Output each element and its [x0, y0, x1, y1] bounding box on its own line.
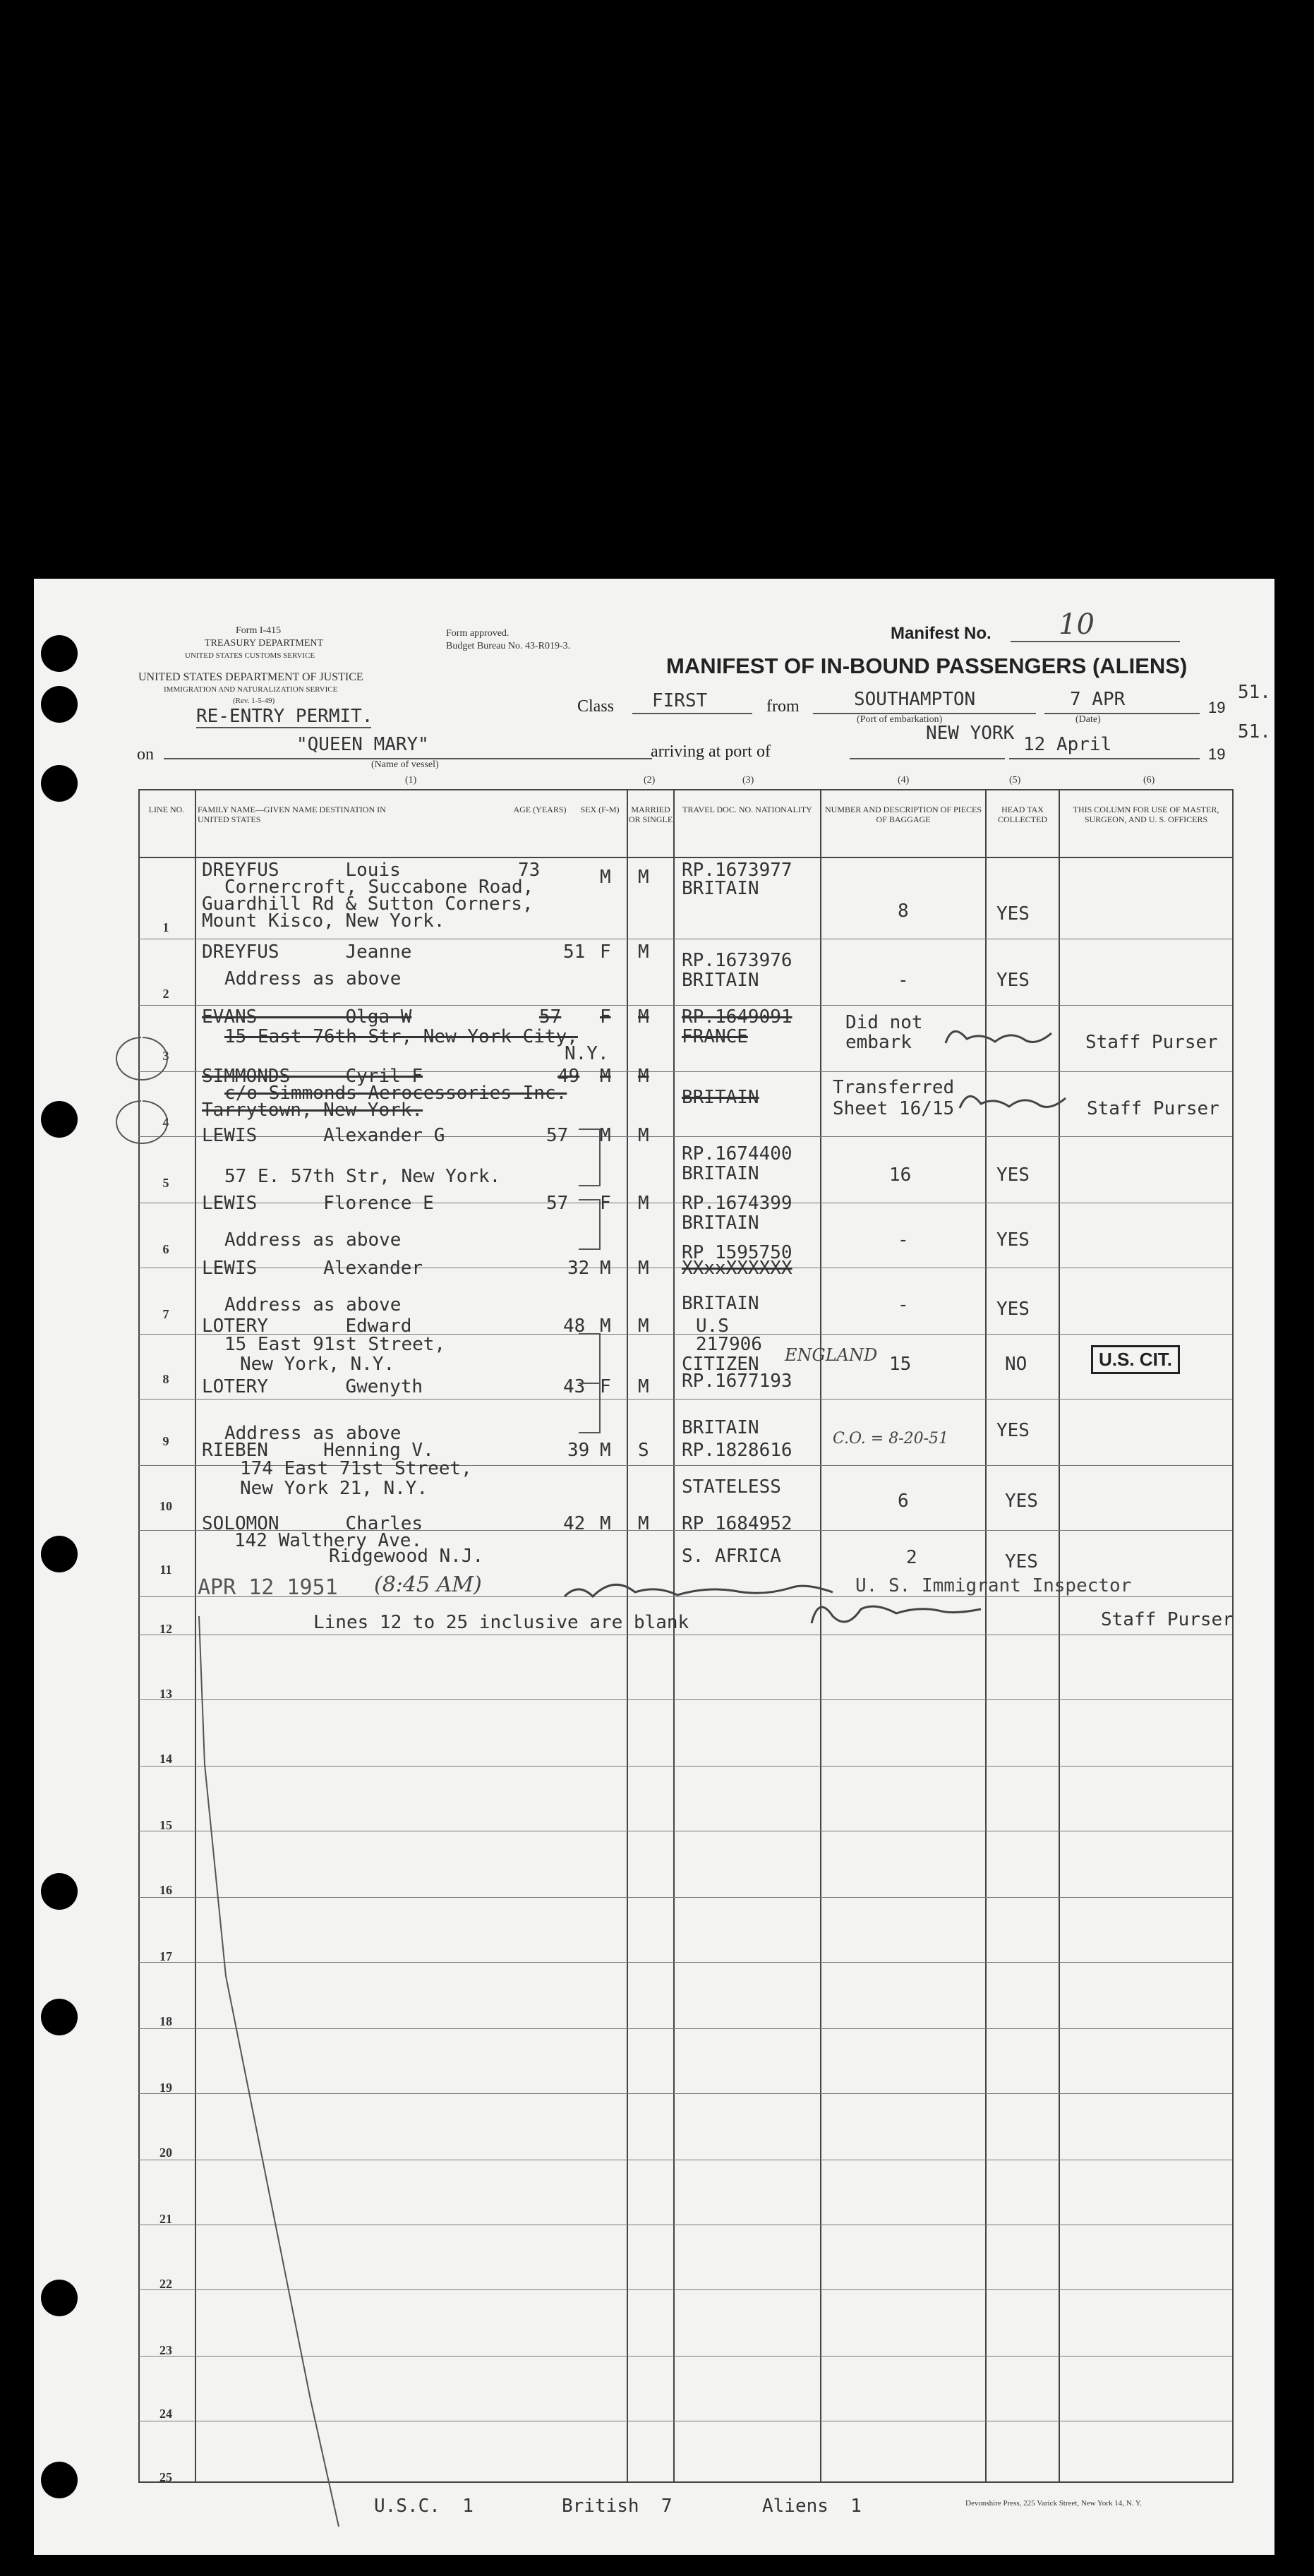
passenger-marital: M	[638, 1316, 649, 1337]
col-number: (4)	[898, 775, 910, 786]
form-approved: Form approved.	[446, 628, 510, 639]
punch-hole	[41, 1101, 78, 1138]
passenger-address: Ridgewood N.J.	[329, 1546, 484, 1567]
ins-service: IMMIGRATION AND NATURALIZATION SERVICE	[164, 685, 338, 694]
passenger-marital: M	[638, 1006, 649, 1028]
col-divider	[1232, 789, 1234, 2483]
line-number: 14	[159, 1752, 172, 1766]
passenger-name: LOTERY Gwenyth	[202, 1376, 423, 1397]
line-number: 8	[162, 1372, 169, 1386]
baggage: 6	[898, 1491, 909, 1512]
nationality: BRITAIN	[682, 1417, 759, 1438]
justice-dept: UNITED STATES DEPARTMENT OF JUSTICE	[138, 671, 363, 683]
travel-doc: RP.1677193	[682, 1371, 792, 1392]
footer-british-count: British 7	[562, 2496, 673, 2517]
passenger-age: 51	[563, 941, 586, 963]
line-number: 24	[159, 2407, 172, 2421]
line-number: 2	[162, 987, 169, 1001]
nationality: BRITAIN	[682, 970, 759, 991]
passenger-address: Address as above	[224, 1294, 402, 1316]
line-number: 25	[159, 2470, 172, 2484]
staff-purser-label: Staff Purser	[1101, 1609, 1234, 1630]
passenger-age: 73	[518, 860, 541, 881]
passenger-age: 48	[563, 1316, 586, 1337]
passenger-name: SOLOMON Charles	[202, 1513, 423, 1534]
passenger-address: New York 21, N.Y.	[240, 1478, 428, 1499]
from-label: from	[766, 697, 800, 716]
col-divider	[820, 789, 821, 2483]
passenger-address: Address as above	[224, 1423, 402, 1444]
manifest-no-value: 10	[1059, 608, 1095, 641]
punch-hole	[41, 1873, 78, 1910]
passenger-address: Address as above	[224, 1229, 402, 1251]
arrival-time-stamp: (8:45 AM)	[374, 1572, 482, 1597]
passenger-age: 57	[546, 1125, 569, 1146]
travel-doc: RP.1649091	[682, 1006, 792, 1028]
nationality: S. AFRICA	[682, 1546, 781, 1567]
line-number: 11	[159, 1563, 172, 1577]
baggage: -	[898, 970, 909, 991]
line-number: 10	[159, 1499, 172, 1513]
passenger-marital: M	[638, 1513, 649, 1534]
passenger-address: c/o Simmonds Aerocessories Inc.	[224, 1083, 567, 1104]
col-number: (1)	[405, 775, 417, 786]
baggage: -	[898, 1294, 909, 1316]
form-revision: (Rev. 1-5-49)	[233, 697, 275, 705]
on-label: on	[137, 745, 154, 764]
header-travel-doc: TRAVEL DOC. NO. NATIONALITY	[682, 805, 812, 814]
row-divider	[138, 1897, 1232, 1898]
passenger-address: N.Y.	[565, 1043, 609, 1064]
class-value: FIRST	[652, 690, 708, 711]
passenger-sex: M	[600, 867, 611, 888]
nationality: BRITAIN	[682, 1087, 759, 1108]
passenger-address: 15 East 91st Street,	[224, 1334, 446, 1355]
line-number: 6	[162, 1242, 169, 1256]
re-entry-permit: RE-ENTRY PERMIT.	[196, 706, 373, 727]
port-embark-label: (Port of embarkation)	[857, 714, 943, 725]
row-divider	[138, 2028, 1232, 2029]
line-number: 13	[159, 1687, 172, 1701]
header-line-no: LINE NO.	[148, 805, 185, 814]
form-number: Form I-415	[236, 625, 282, 636]
passenger-sex: M	[600, 1258, 611, 1279]
budget-bureau: Budget Bureau No. 43-R019-3.	[446, 641, 571, 651]
passenger-sex: F	[600, 1376, 611, 1397]
nationality: CITIZEN	[682, 1354, 759, 1375]
travel-doc: RP.1674399	[682, 1193, 792, 1214]
punch-hole	[41, 1536, 78, 1572]
travel-doc: RP.1828616	[682, 1440, 792, 1461]
passenger-age: 32	[567, 1258, 590, 1279]
vessel-label: (Name of vessel)	[371, 759, 439, 770]
passenger-address: New York, N.Y.	[240, 1354, 395, 1375]
col-number: (6)	[1143, 775, 1155, 786]
row-divider	[138, 1399, 1232, 1400]
passenger-name: DREYFUS Louis	[202, 860, 401, 881]
line-number: 16	[159, 1883, 172, 1897]
date-underline	[1044, 713, 1200, 714]
passenger-marital: M	[638, 1125, 649, 1146]
manifest-title: MANIFEST OF IN-BOUND PASSENGERS (ALIENS)	[666, 654, 1188, 678]
treasury-dept: TREASURY DEPARTMENT	[205, 638, 324, 649]
passenger-address: Address as above	[224, 968, 402, 989]
passenger-marital: M	[638, 1193, 649, 1214]
col-divider	[627, 789, 628, 2483]
travel-doc: RP.1674400	[682, 1143, 792, 1164]
date-label: (Date)	[1075, 714, 1101, 725]
passenger-sex: M	[600, 1440, 611, 1461]
baggage: 8	[898, 901, 909, 922]
line-number: 20	[159, 2145, 172, 2160]
header-name: FAMILY NAME—GIVEN NAME DESTINATION IN UNITED STATES	[198, 805, 386, 824]
passenger-address: Guardhill Rd & Sutton Corners,	[202, 893, 534, 915]
footer-usc-count: U.S.C. 1	[374, 2496, 474, 2517]
row-divider	[138, 1766, 1232, 1767]
arrival-port: NEW YORK	[926, 723, 1015, 744]
manifest-no-label: Manifest No.	[891, 624, 991, 643]
passenger-age: 57	[539, 1006, 562, 1028]
departure-year: 51.	[1238, 682, 1271, 703]
punch-hole	[41, 765, 78, 802]
passenger-address: Tarrytown, New York.	[202, 1100, 423, 1121]
customs-service: UNITED STATES CUSTOMS SERVICE	[185, 651, 315, 660]
permit-underline	[196, 727, 371, 728]
footer-printer: Devonshire Press, 225 Varick Street, New York 14, N. Y.	[965, 2499, 1143, 2508]
arrival-year-prefix: 19	[1208, 745, 1226, 763]
col-divider	[673, 789, 675, 2483]
head-tax: YES	[1005, 1551, 1038, 1572]
baggage-note: Transferred	[833, 1077, 955, 1098]
footer-aliens-count: Aliens 1	[762, 2496, 862, 2517]
travel-doc: RP 1684952	[682, 1513, 792, 1534]
passenger-marital: M	[638, 941, 649, 963]
baggage-note: Did not	[845, 1012, 923, 1033]
line-number: 12	[159, 1622, 172, 1636]
passenger-sex: F	[600, 1193, 611, 1214]
head-tax: YES	[996, 1420, 1030, 1441]
line-number: 21	[159, 2212, 172, 2226]
passenger-address: Mount Kisco, New York.	[202, 910, 445, 932]
nationality: BRITAIN	[682, 1293, 759, 1314]
travel-doc: 217906	[696, 1334, 762, 1355]
passenger-name: RIEBEN Henning V.	[202, 1440, 434, 1461]
row-divider	[138, 2356, 1232, 2357]
officer-note: Staff Purser	[1085, 1032, 1218, 1053]
line-number: 3	[162, 1049, 169, 1063]
travel-doc: RP.1673977	[682, 860, 792, 881]
passenger-sex: M	[600, 1066, 611, 1087]
baggage-note: embark	[845, 1032, 912, 1053]
line-number: 22	[159, 2277, 172, 2291]
inspector-label: U. S. Immigrant Inspector	[855, 1575, 1132, 1596]
us-citizen-stamp: U.S. CIT.	[1091, 1345, 1180, 1374]
passenger-name: LEWIS Alexander	[202, 1258, 423, 1279]
row-divider	[138, 1699, 1232, 1700]
punch-hole	[41, 635, 78, 672]
passenger-sex: M	[600, 1513, 611, 1534]
nationality: FRANCE	[682, 1026, 748, 1047]
baggage: 2	[906, 1547, 917, 1568]
passenger-sex: M	[600, 1125, 611, 1146]
passenger-marital: S	[638, 1440, 649, 1461]
officer-note: Staff Purser	[1087, 1098, 1219, 1119]
col-number: (2)	[644, 775, 656, 786]
arriving-label: arriving at port of	[651, 742, 771, 761]
passenger-name: LOTERY Edward	[202, 1316, 412, 1337]
col-divider	[195, 789, 196, 2483]
passenger-sex: F	[600, 1006, 611, 1028]
passenger-sex: F	[600, 941, 611, 963]
line-number: 19	[159, 2081, 172, 2095]
nationality: BRITAIN	[682, 1163, 759, 1184]
travel-doc: RP.1673976	[682, 950, 792, 971]
nationality: BRITAIN	[682, 1212, 759, 1234]
passenger-age: 43	[563, 1376, 586, 1397]
head-tax: NO	[1005, 1354, 1027, 1375]
arrival-year: 51.	[1238, 721, 1271, 742]
col-number: (5)	[1009, 775, 1021, 786]
line-number: 4	[162, 1115, 169, 1129]
col-number: (3)	[742, 775, 754, 786]
punch-hole	[41, 2462, 78, 2498]
row-divider	[138, 2093, 1232, 2094]
baggage-note: Sheet 16/15	[833, 1098, 955, 1119]
nationality: STATELESS	[682, 1476, 781, 1498]
passenger-marital: M	[638, 867, 649, 888]
travel-doc: U.S	[696, 1316, 729, 1337]
passenger-address: 142 Walthery Ave.	[234, 1530, 423, 1551]
baggage: 15	[889, 1354, 912, 1375]
passenger-address: 174 East 71st Street,	[240, 1458, 472, 1479]
passenger-name: LEWIS Alexander G	[202, 1125, 445, 1146]
punch-hole	[41, 686, 78, 723]
line-number: 18	[159, 2014, 172, 2028]
arrival-date-stamp: APR 12 1951	[198, 1575, 338, 1600]
arrival-date-underline	[1009, 758, 1200, 759]
manifest-no-underline	[1011, 641, 1180, 642]
line-number: 15	[159, 1818, 172, 1832]
passenger-marital: M	[638, 1258, 649, 1279]
class-label: Class	[577, 697, 615, 716]
row-divider	[138, 2289, 1232, 2290]
year-prefix: 19	[1208, 699, 1226, 716]
nationality-handwritten: ENGLAND	[785, 1345, 878, 1365]
row-divider	[138, 1962, 1232, 1963]
header-officers: THIS COLUMN FOR USE OF MASTER, SURGEON, AND U. S. OFFICERS	[1073, 805, 1219, 824]
col-divider	[1059, 789, 1060, 2483]
travel-doc: RP 1595750	[682, 1242, 792, 1263]
line-number: 9	[162, 1434, 169, 1448]
header-head-tax: HEAD TAX COLLECTED	[998, 805, 1047, 824]
blank-lines-note: Lines 12 to 25 inclusive are blank	[313, 1612, 689, 1633]
head-tax: YES	[996, 970, 1030, 991]
head-tax: YES	[996, 1164, 1030, 1186]
row-divider	[138, 2481, 1232, 2483]
travel-doc-struck: XXxxXXXXXX	[682, 1258, 792, 1279]
passenger-name: LEWIS Florence E	[202, 1193, 434, 1214]
line-number: 5	[162, 1176, 169, 1190]
table-top-border	[138, 789, 1232, 790]
header-married: MARRIED OR SINGLE	[628, 805, 673, 824]
head-tax: YES	[996, 1229, 1030, 1251]
col-divider	[985, 789, 987, 2483]
line-number: 7	[162, 1307, 169, 1321]
line-number: 23	[159, 2343, 172, 2357]
departure-date: 7 APR	[1070, 689, 1126, 710]
line-number: 1	[162, 920, 169, 934]
vessel-name: "QUEEN MARY"	[296, 734, 429, 755]
row-divider	[138, 1005, 1232, 1006]
passenger-sex: M	[600, 1316, 611, 1337]
header-sex: SEX (F-M)	[580, 805, 620, 814]
passenger-name: EVANS Olga W	[202, 1006, 412, 1028]
head-tax: YES	[996, 1299, 1030, 1320]
class-underline	[632, 713, 752, 714]
passenger-age: 57	[546, 1193, 569, 1214]
baggage: -	[898, 1229, 909, 1251]
header-age: AGE (YEARS)	[513, 805, 567, 814]
punch-hole	[41, 1999, 78, 2035]
passenger-address: Cornercroft, Succabone Road,	[224, 877, 534, 898]
passenger-address: 15 East 76th Str, New York City,	[224, 1026, 578, 1047]
punch-hole	[41, 2280, 78, 2316]
head-tax: YES	[996, 903, 1030, 925]
arrival-port-underline	[850, 758, 1005, 759]
passenger-age: 42	[563, 1513, 586, 1534]
baggage-handwritten: C.O. = 8-20-51	[833, 1430, 949, 1448]
header-baggage: NUMBER AND DESCRIPTION OF PIECES OF BAGGAGE	[824, 805, 982, 824]
header-bottom-border	[138, 857, 1232, 858]
nationality: BRITAIN	[682, 878, 759, 899]
passenger-name: SIMMONDS Cyril F	[202, 1066, 423, 1087]
passenger-marital: M	[638, 1376, 649, 1397]
arrival-date: 12 April	[1023, 734, 1112, 755]
from-value: SOUTHAMPTON	[854, 689, 976, 710]
col-divider	[138, 789, 140, 2483]
baggage: 16	[889, 1164, 912, 1186]
line-number: 17	[159, 1949, 172, 1963]
head-tax: YES	[1005, 1491, 1038, 1512]
passenger-age: 39	[567, 1440, 590, 1461]
passenger-age: 49	[557, 1066, 580, 1087]
passenger-marital: M	[638, 1066, 649, 1087]
passenger-name: DREYFUS Jeanne	[202, 941, 412, 963]
passenger-address: 57 E. 57th Str, New York.	[224, 1166, 501, 1187]
